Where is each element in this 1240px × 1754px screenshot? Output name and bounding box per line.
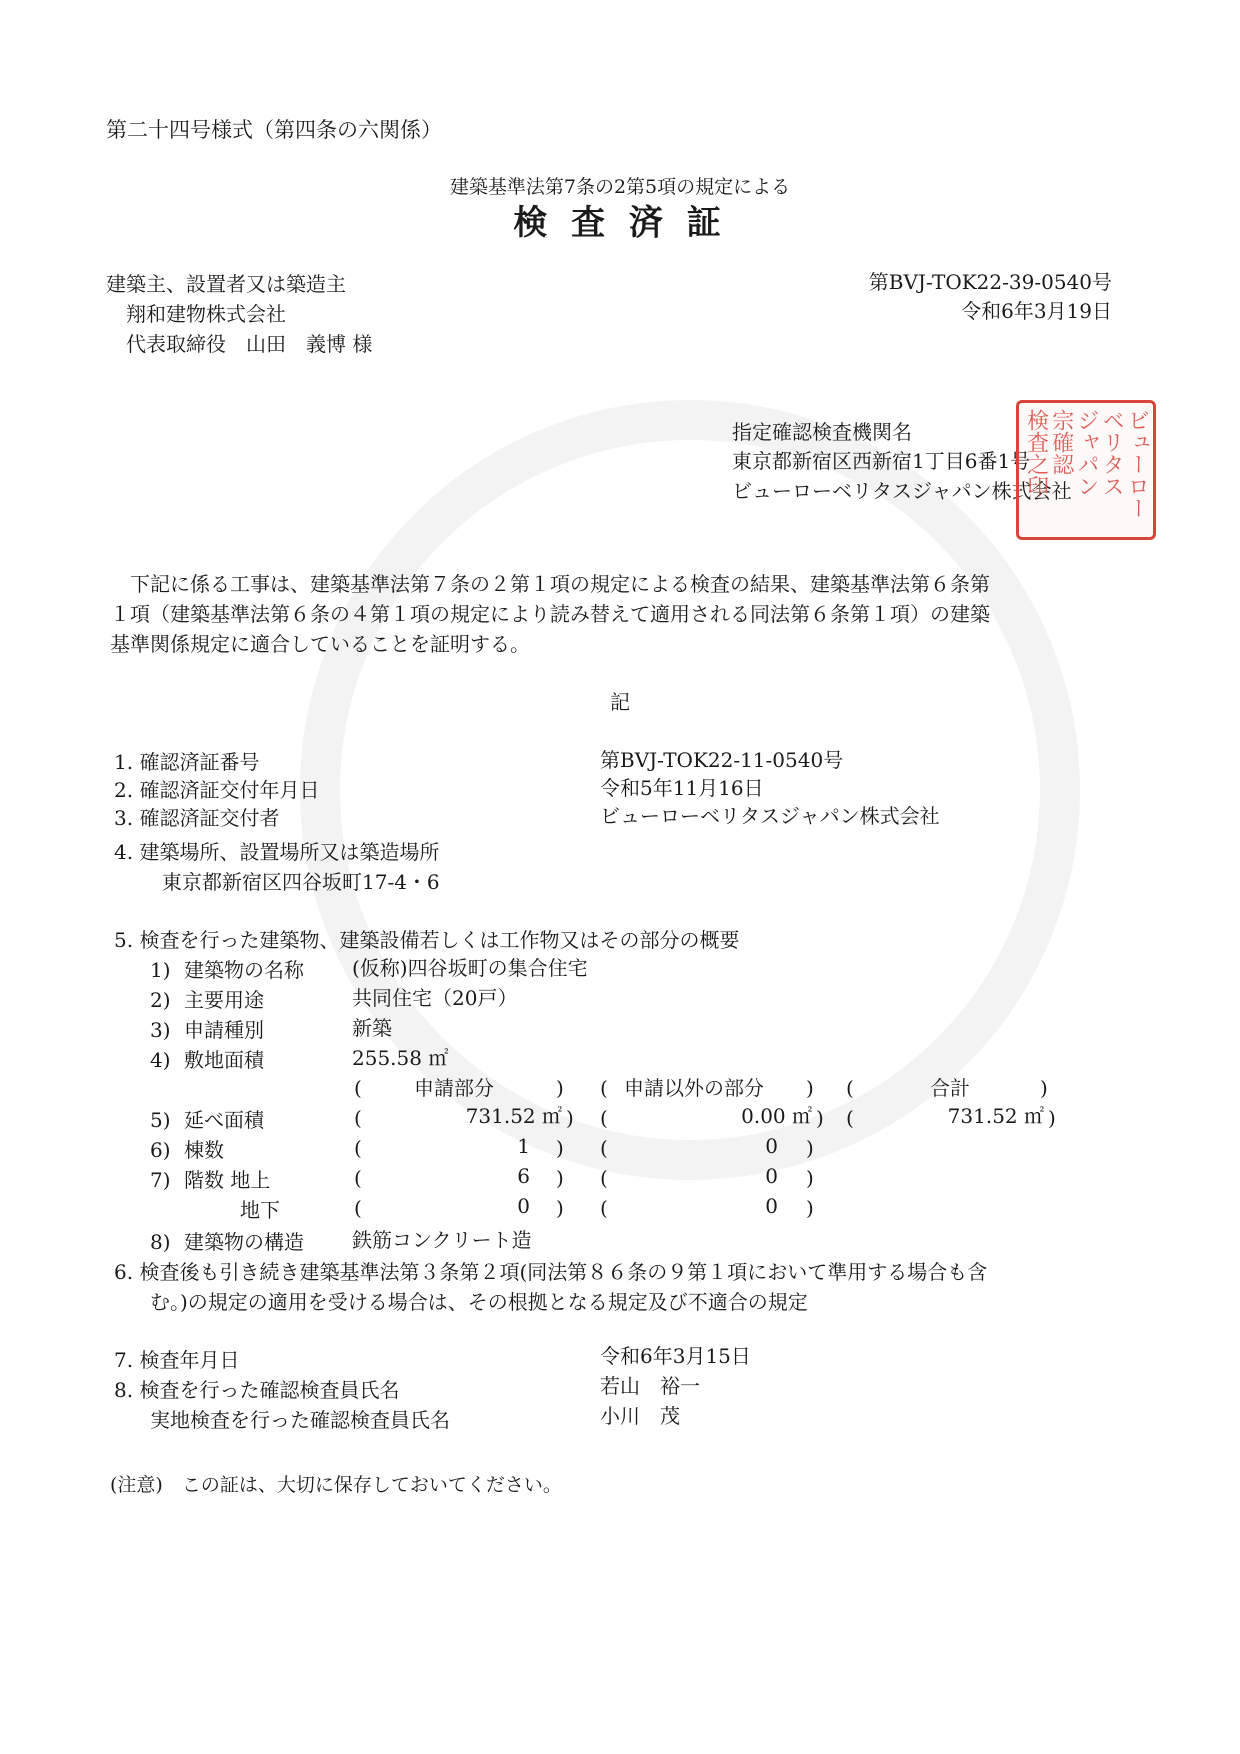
item-7-value: 令和6年3月15日 [600,1344,751,1368]
item-6-line-2: む。)の規定の適用を受ける場合は、その根拠となる規定及び不適合の規定 [150,1290,808,1314]
item-4-label: 4. 建築場所、設置場所又は築造場所 [114,840,440,864]
paren-close: ) [556,1196,564,1220]
body-line-1: 下記に係る工事は、建築基準法第７条の２第１項の規定による検査の結果、建築基準法第６条第 [130,572,990,596]
paren-open: ( [354,1196,362,1220]
sub-1-no: 1) [150,958,171,982]
floors-above-other: 0 [765,1164,778,1188]
sub-7-no: 7) [150,1168,171,1192]
paren-open: ( [600,1106,608,1130]
issuer-label: 指定確認検査機関名 [732,420,912,444]
subtitle: 建築基準法第7条の2第5項の規定による [449,176,791,198]
paren-open: ( [846,1076,854,1100]
paren-close: ) [806,1076,814,1100]
floor-area-other: 0.00 ㎡ [741,1104,812,1128]
document-title: 検 査 済 証 [513,203,727,243]
col-header-total: 合計 [930,1076,970,1100]
floors-below-other: 0 [765,1194,778,1218]
certificate-number: 第BVJ-TOK22-39-0540号 [868,270,1112,294]
building-count-applied: 1 [517,1134,530,1158]
sub-4-label: 敷地面積 [184,1048,264,1072]
note: (注意) この証は、大切に保存しておいてください。 [110,1474,562,1496]
paren-open: ( [354,1106,362,1130]
col-header-applied: 申請部分 [414,1076,494,1100]
form-name: 第二十四号様式（第四条の六関係） [106,118,442,142]
paren-close: ) [556,1166,564,1190]
item-6-line-1: 6. 検査後も引き続き建築基準法第３条第２項(同法第８６条の９第１項において準用する場合も含 [114,1260,988,1284]
sub-4-value: 255.58 ㎡ [352,1046,449,1070]
ki-heading: 記 [610,690,630,714]
item-1-value: 第BVJ-TOK22-11-0540号 [600,748,844,772]
item-4-value: 東京都新宿区四谷坂町17-4・6 [162,870,440,894]
floor-area-applied: 731.52 ㎡ [465,1104,562,1128]
item-3-label: 3. 確認済証交付者 [114,806,280,830]
building-count-other: 0 [765,1134,778,1158]
sub-1-label: 建築物の名称 [184,958,304,982]
paren-close: ) [556,1136,564,1160]
paren-open: ( [846,1106,854,1130]
floors-above-applied: 6 [517,1164,530,1188]
paren-close: ) [1040,1076,1048,1100]
paren-close: ) [556,1076,564,1100]
paren-close: ) [566,1106,574,1130]
owner-representative: 代表取締役 山田 義博 様 [126,332,373,356]
paren-close: ) [806,1166,814,1190]
issuer-name: ビューローベリタスジャパン株式会社 [732,479,1072,503]
sub-8-no: 8) [150,1230,171,1254]
item-2-value: 令和5年11月16日 [600,776,764,800]
paren-open: ( [600,1136,608,1160]
certificate-date: 令和6年3月19日 [961,299,1112,323]
paren-close: ) [816,1106,824,1130]
sub-7b-label: 地下 [240,1198,280,1222]
paren-close: ) [806,1196,814,1220]
item-3-value: ビューローベリタスジャパン株式会社 [600,804,940,828]
item-5-label: 5. 検査を行った建築物、建築設備若しくは工作物又はその部分の概要 [114,928,740,952]
sub-8-label: 建築物の構造 [184,1230,304,1254]
sub-2-value: 共同住宅（20戸） [352,986,518,1010]
paren-close: ) [1048,1106,1056,1130]
item-2-label: 2. 確認済証交付年月日 [114,778,320,802]
seal-text: ビューロー [1124,409,1150,519]
item-8-value-2: 小川 茂 [600,1404,680,1428]
floor-area-total: 731.52 ㎡ [947,1104,1044,1128]
paren-open: ( [354,1076,362,1100]
item-1-label: 1. 確認済証番号 [114,750,260,774]
seal-text: ベリタス [1099,409,1125,497]
paren-open: ( [600,1076,608,1100]
item-8-label-2: 実地検査を行った確認検査員氏名 [150,1408,450,1432]
issuer-address: 東京都新宿区西新宿1丁目6番1号 [732,449,1031,473]
official-seal [1016,400,1156,540]
sub-8-value: 鉄筋コンクリート造 [352,1228,532,1252]
item-8-value: 若山 裕一 [600,1374,700,1398]
sub-6-label: 棟数 [184,1138,224,1162]
item-7-label: 7. 検査年月日 [114,1348,240,1372]
sub-3-no: 3) [150,1018,171,1042]
sub-7-label: 階数 地上 [184,1168,271,1192]
body-line-2: １項（建築基準法第６条の４第１項の規定により読み替えて適用される同法第６条第１項）の建築 [110,602,990,626]
seal-text: 宗確認 [1048,409,1074,475]
sub-1-value: (仮称)四谷坂町の集合住宅 [352,956,588,980]
sub-4-no: 4) [150,1048,171,1072]
sub-3-value: 新築 [352,1016,392,1040]
paren-open: ( [354,1166,362,1190]
seal-text: 検査之印 [1023,409,1049,497]
body-line-3: 基準関係規定に適合していることを証明する。 [110,632,530,656]
col-header-other: 申請以外の部分 [624,1076,764,1100]
paren-open: ( [600,1166,608,1190]
item-8-label: 8. 検査を行った確認検査員氏名 [114,1378,400,1402]
sub-5-label: 延べ面積 [184,1108,264,1132]
owner-label: 建築主、設置者又は築造主 [106,272,346,296]
sub-5-no: 5) [150,1108,171,1132]
sub-2-no: 2) [150,988,171,1012]
paren-close: ) [806,1136,814,1160]
sub-6-no: 6) [150,1138,171,1162]
sub-2-label: 主要用途 [184,988,264,1012]
sub-3-label: 申請種別 [184,1018,264,1042]
paren-open: ( [600,1196,608,1220]
floors-below-applied: 0 [517,1194,530,1218]
seal-text: ジャパン [1073,409,1099,497]
owner-company: 翔和建物株式会社 [126,302,286,326]
paren-open: ( [354,1136,362,1160]
